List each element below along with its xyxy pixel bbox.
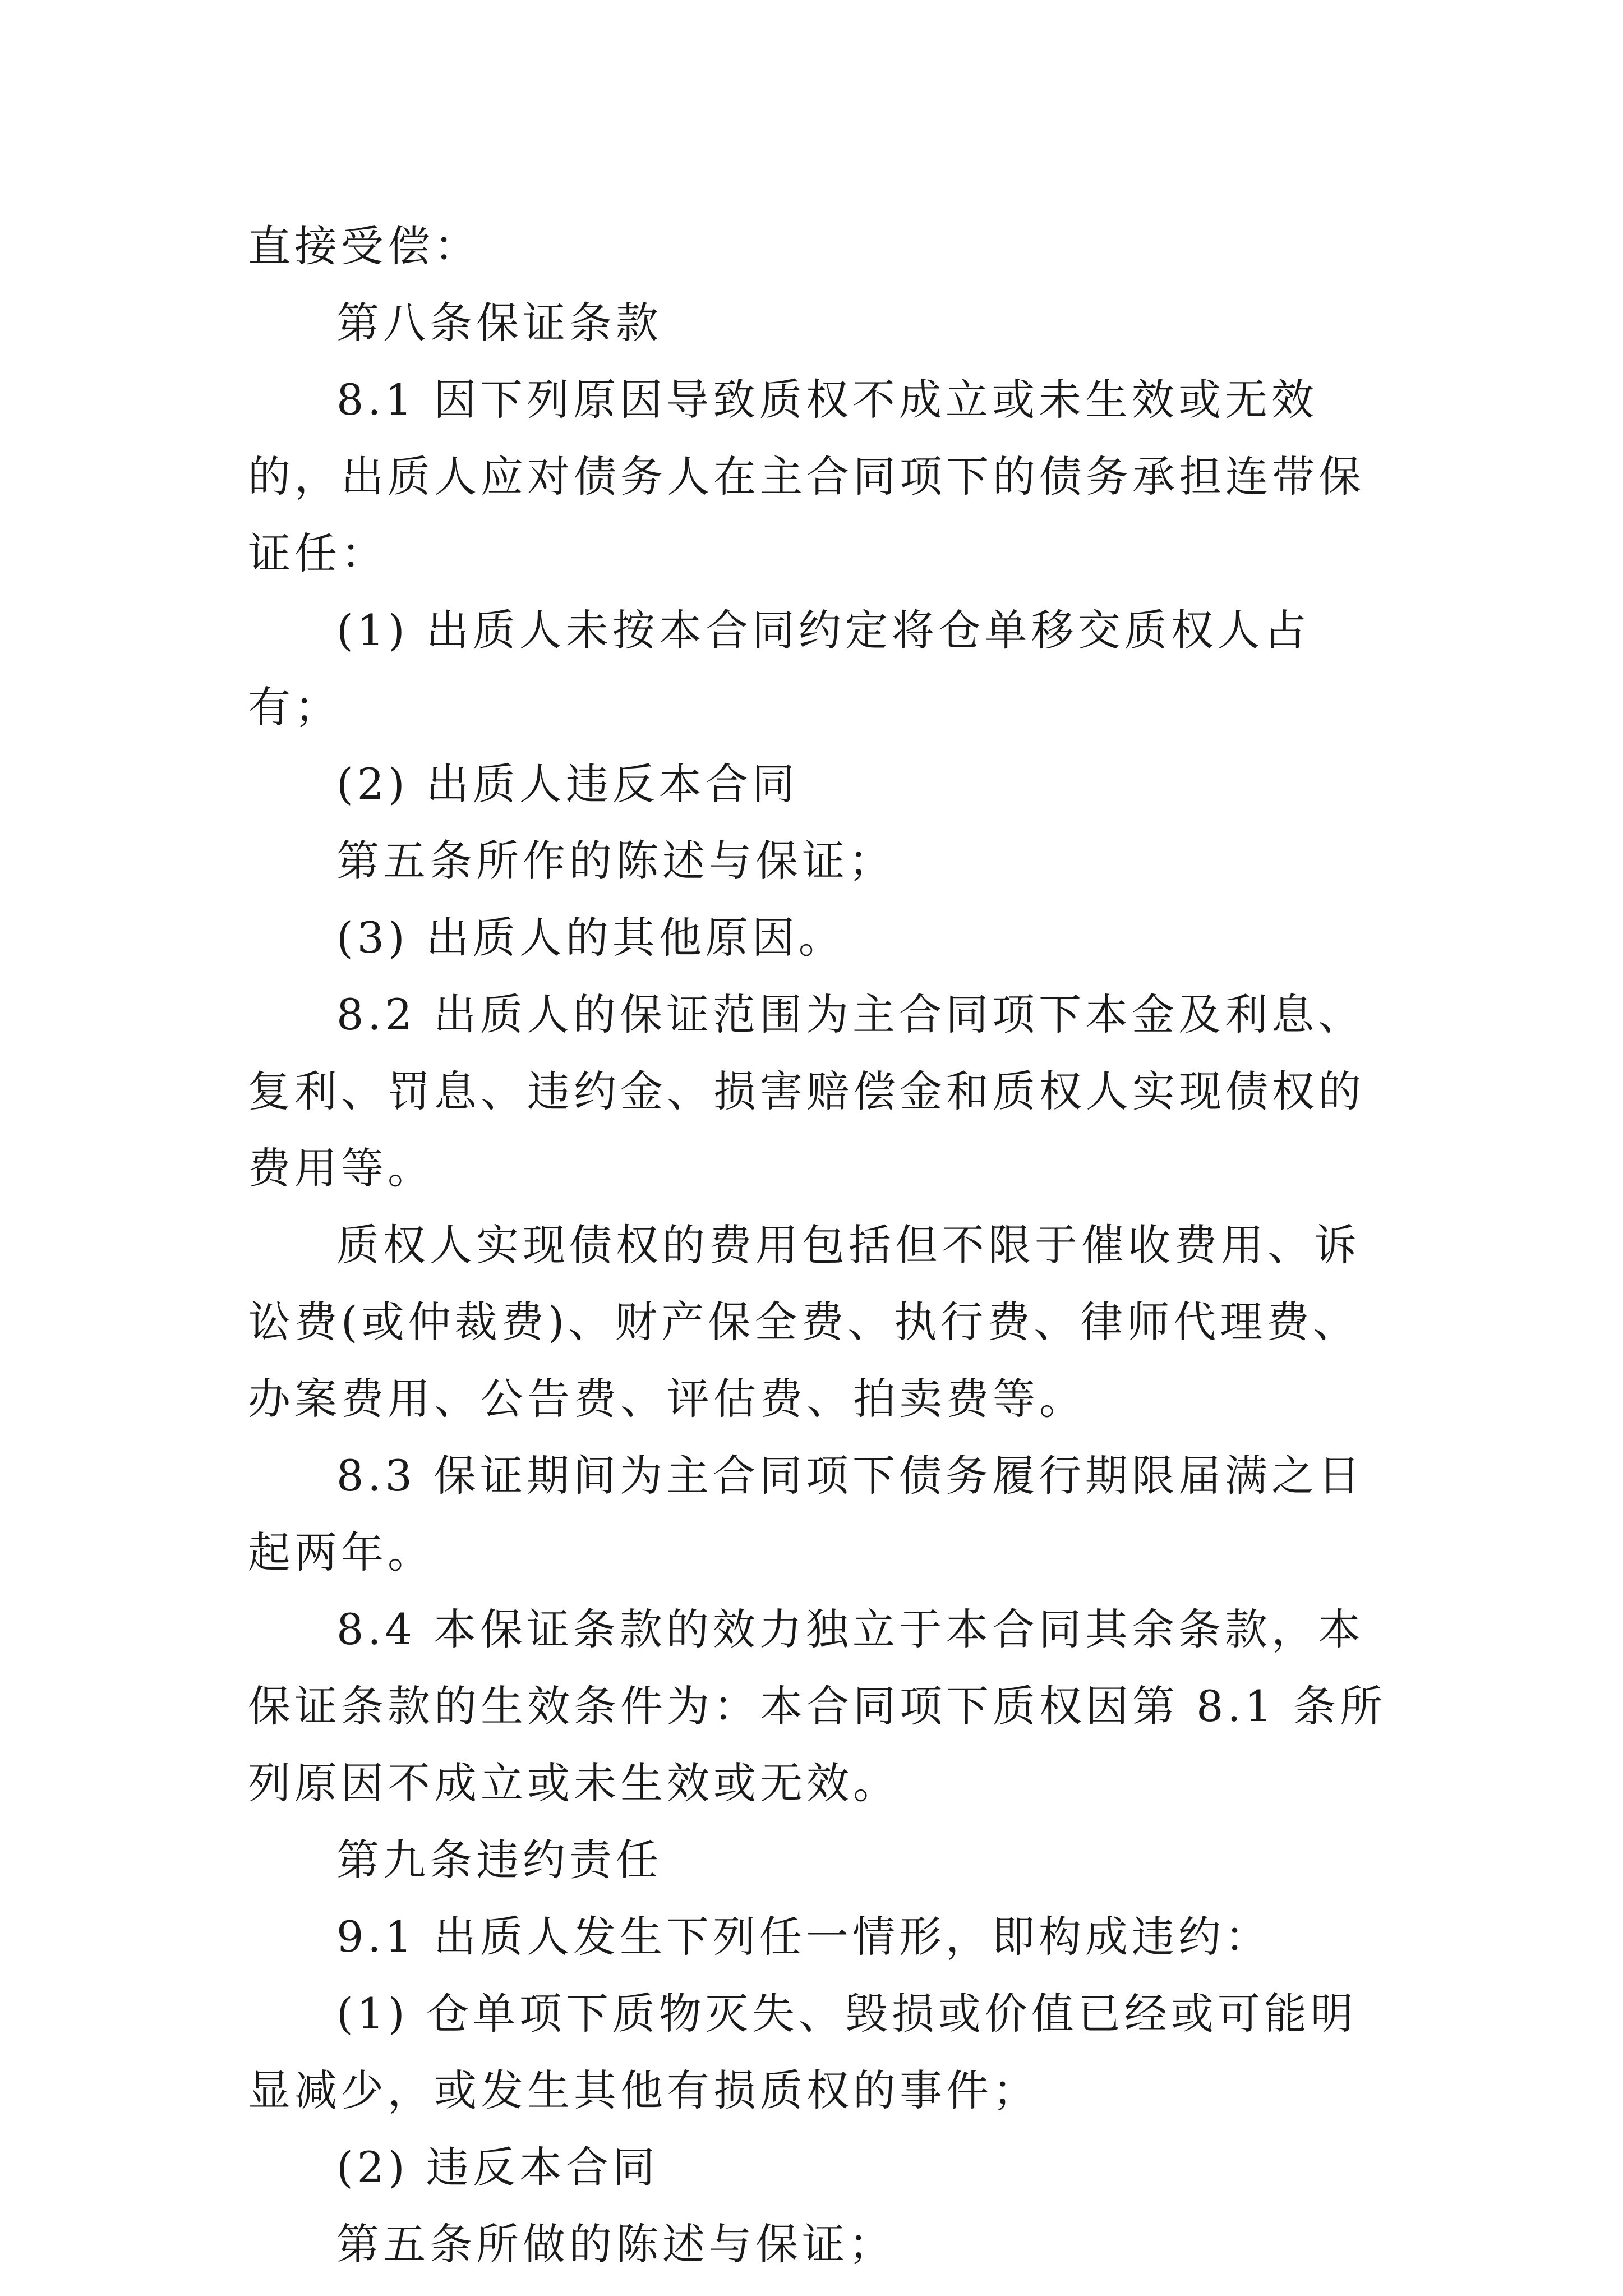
clause-8-1-item-2: (2) 出质人违反本合同 xyxy=(336,759,799,809)
clause-8-1-item-2-continued: 第五条所作的陈述与保证； xyxy=(336,836,895,886)
clause-9-1-item-2: (2) 违反本合同 xyxy=(336,2142,659,2192)
clause-8-1-item-3: (3) 出质人的其他原因。 xyxy=(336,913,845,963)
clause-9-1-item-2-continued: 第五条所做的陈述与保证； xyxy=(336,2219,895,2269)
clause-8-3: 8.3 保证期间为主合同项下债务履行期限届满之日起两年。 xyxy=(248,1451,1365,1577)
document-body xyxy=(248,208,1403,2283)
clause-8-2-costs: 质权人实现债权的费用包括但不限于催收费用、诉讼费(或仲裁费)、财产保全费、执行费、律师代理费、办案费用、公告费、评估费、拍卖费等。 xyxy=(248,1220,1361,1424)
article-9-heading: 第九条违约责任 xyxy=(336,1835,662,1885)
article-8-heading: 第八条保证条款 xyxy=(336,298,662,348)
paragraph-continuation: 直接受偿： xyxy=(248,221,481,271)
clause-8-2: 8.2 出质人的保证范围为主合同项下本金及利息、复利、罚息、违约金、损害赔偿金和质权人实现债权的费用等。 xyxy=(248,990,1365,1193)
clause-8-4: 8.4 本保证条款的效力独立于本合同其余条款，本保证条款的生效条件为：本合同项下质权因第 8.1 条所列原因不成立或未生效或无效。 xyxy=(248,1604,1387,1808)
clause-9-1-item-1: (1) 仓单项下质物灭失、毁损或价值已经或可能明显减少，或发生其他有损质权的事件； xyxy=(248,1989,1357,2115)
clause-8-1-item-1: (1) 出质人未按本合同约定将仓单移交质权人占有； xyxy=(248,605,1311,732)
clause-8-1: 8.1 因下列原因导致质权不成立或未生效或无效的，出质人应对债务人在主合同项下的债务承担连带保证任： xyxy=(248,375,1365,578)
clause-9-1: 9.1 出质人发生下列任一情形，即构成违约： xyxy=(336,1912,1272,1962)
